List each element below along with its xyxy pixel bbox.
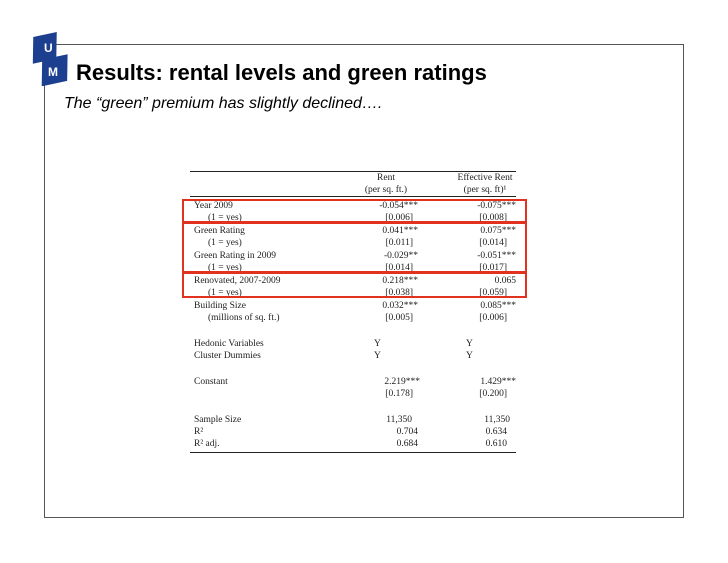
rent-value: [0.038]	[385, 288, 413, 298]
rent-value: [0.006]	[385, 213, 413, 223]
row-label: Green Rating	[194, 226, 245, 236]
row-label: (1 = yes)	[208, 238, 242, 248]
university-logo	[22, 30, 78, 86]
effective-rent-value: 0.610	[485, 439, 507, 449]
col-rent-subheader: (per sq. ft.)	[364, 185, 408, 195]
rent-value: [0.178]	[385, 389, 413, 399]
row-label: Renovated, 2007-2009	[194, 276, 281, 286]
col-effective-rent-subheader: (per sq. ft)¹	[463, 185, 507, 195]
row-label: Hedonic Variables	[194, 339, 264, 349]
effective-rent-value: 1.429***	[480, 377, 516, 387]
highlight-renovated	[182, 272, 527, 298]
rent-value: [0.014]	[385, 263, 413, 273]
rent-value: 0.032***	[382, 301, 418, 311]
effective-rent-value: [0.014]	[479, 238, 507, 248]
effective-rent-value: Y	[466, 339, 473, 349]
row-label: Cluster Dummies	[194, 351, 261, 361]
slide-title: Results: rental levels and green ratings	[76, 60, 487, 85]
row-label: (1 = yes)	[208, 288, 242, 298]
rent-value: Y	[374, 351, 381, 361]
row-label: Year 2009	[194, 201, 233, 211]
logo-letter-m: M	[48, 65, 58, 79]
effective-rent-value: [0.059]	[479, 288, 507, 298]
logo-letter-u: U	[44, 41, 53, 55]
effective-rent-value: [0.008]	[479, 213, 507, 223]
rent-value: -0.054***	[379, 201, 418, 211]
effective-rent-value: 0.085***	[480, 301, 516, 311]
rent-value: -0.029**	[383, 251, 418, 261]
row-label: Constant	[194, 377, 228, 387]
table-bottom-rule	[190, 452, 516, 453]
rent-value: Y	[374, 339, 381, 349]
row-label: R²	[194, 427, 204, 437]
col-effective-rent-header: Effective Rent	[457, 173, 513, 183]
rent-value: 0.041***	[382, 226, 418, 236]
effective-rent-value: [0.006]	[479, 313, 507, 323]
col-rent-header: Rent	[377, 173, 395, 183]
row-label: R² adj.	[194, 439, 220, 449]
rent-value: 0.218***	[382, 276, 418, 286]
rent-value: 11,350	[386, 415, 412, 425]
effective-rent-value: -0.075***	[477, 201, 516, 211]
effective-rent-value: [0.200]	[479, 389, 507, 399]
effective-rent-value: 0.634	[485, 427, 507, 437]
rent-value: [0.005]	[385, 313, 413, 323]
row-label: Building Size	[194, 301, 246, 311]
row-label: (millions of sq. ft.)	[208, 313, 280, 323]
rent-value: [0.011]	[385, 238, 413, 248]
rent-value: 2.219***	[384, 377, 420, 387]
row-label: Green Rating in 2009	[194, 251, 277, 261]
effective-rent-value: 0.065	[494, 276, 516, 286]
effective-rent-value: [0.017]	[479, 263, 507, 273]
effective-rent-value: 11,350	[484, 415, 510, 425]
rent-value: 0.684	[396, 439, 418, 449]
highlight-green-rating	[182, 221, 527, 273]
slide-subtitle: The “green” premium has slightly declined….	[64, 95, 383, 112]
rent-value: 0.704	[396, 427, 418, 437]
effective-rent-value: Y	[466, 351, 473, 361]
row-label: Sample Size	[194, 415, 242, 425]
effective-rent-value: -0.051***	[477, 251, 516, 261]
row-label: (1 = yes)	[208, 213, 242, 223]
effective-rent-value: 0.075***	[480, 226, 516, 236]
row-label: (1 = yes)	[208, 263, 242, 273]
table-header-rule	[190, 196, 516, 197]
